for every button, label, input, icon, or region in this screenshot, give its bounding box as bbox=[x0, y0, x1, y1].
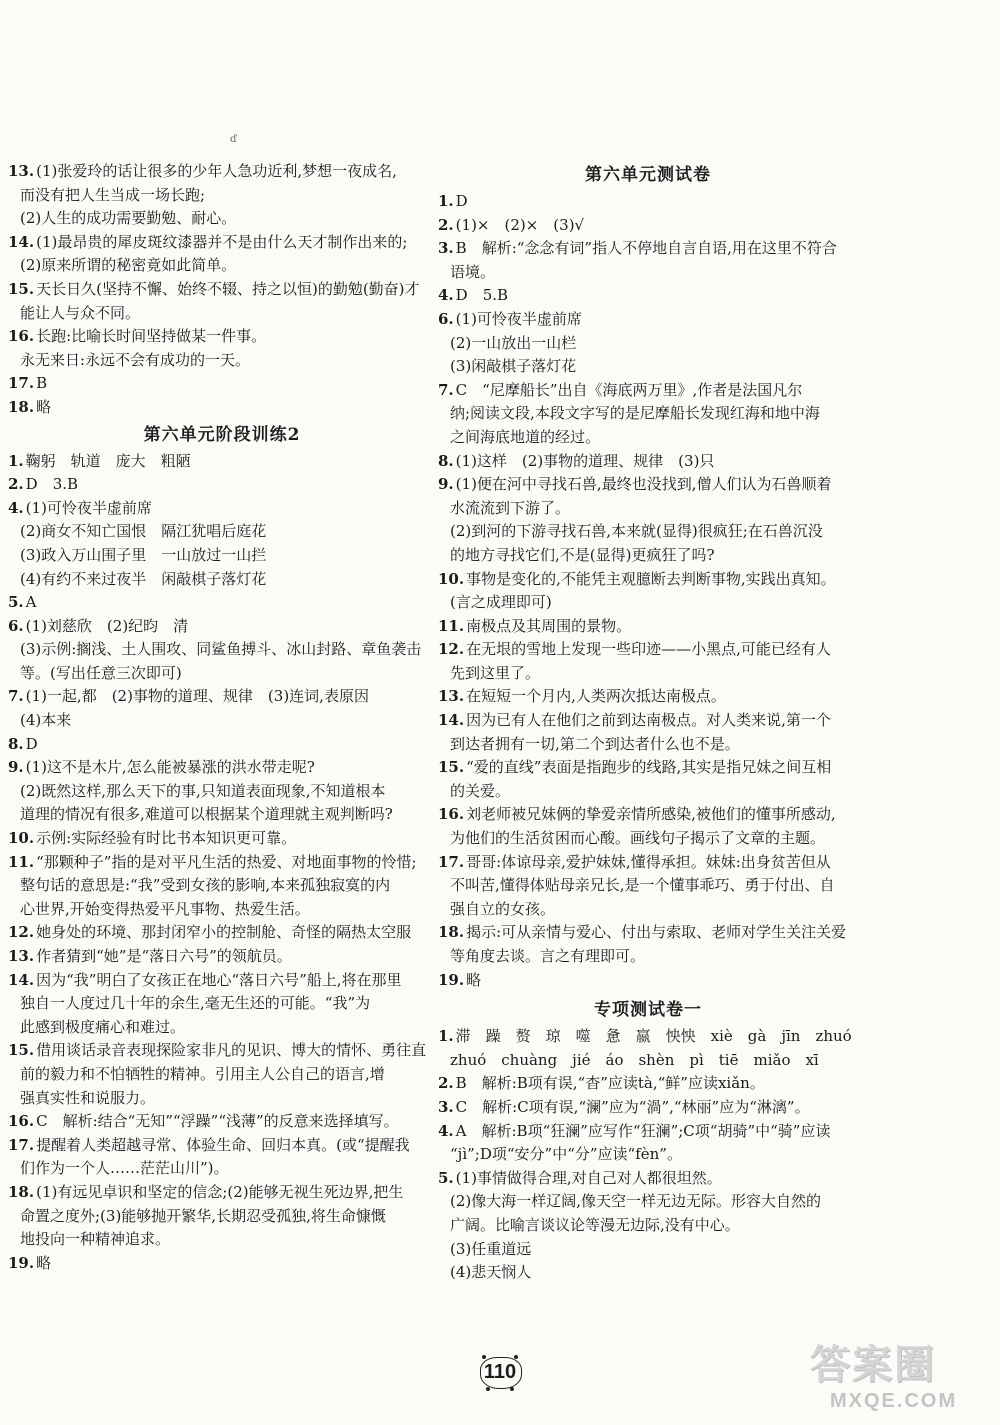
answer-item bbox=[8, 325, 436, 349]
answer-continuation bbox=[8, 207, 436, 231]
answer-continuation bbox=[438, 1143, 858, 1167]
item-number: 18. bbox=[8, 397, 35, 416]
item-text: 到达者拥有一切,第二个到达者什么也不是。 bbox=[450, 734, 740, 753]
item-text: 事物是变化的,不能凭主观臆断去判断事物,实践出真知。 bbox=[466, 569, 836, 588]
item-text: 因为已有人在他们之前到达南极点。对人类来说,第一个 bbox=[466, 711, 831, 730]
item-text: A 解析:B项“狂澜”应写作“狂澜”;C项“胡骑”中“骑”应读 bbox=[455, 1121, 831, 1140]
answer-continuation bbox=[8, 1016, 436, 1040]
item-number: 12. bbox=[438, 640, 465, 659]
answer-continuation bbox=[438, 898, 858, 922]
item-text: “jì”;D项“安分”中“分”应读“fèn”。 bbox=[450, 1145, 682, 1164]
item-text: (4)有约不来过夜半 闲敲棋子落灯花 bbox=[20, 569, 267, 588]
answer-item bbox=[438, 1025, 858, 1049]
answer-continuation bbox=[8, 302, 436, 326]
item-text: zhuó chuàng jié áo shèn pì tiē miǎo xī bbox=[450, 1050, 819, 1069]
answer-item bbox=[8, 827, 436, 851]
answer-continuation bbox=[438, 261, 858, 285]
item-text: 永无来日:永远不会有成功的一天。 bbox=[20, 350, 251, 369]
item-number: 11. bbox=[8, 852, 35, 871]
item-text: 们作为一个人……茫茫山川”)。 bbox=[20, 1159, 229, 1178]
answer-continuation bbox=[438, 355, 858, 379]
item-text: 略 bbox=[36, 397, 52, 416]
item-text: C 解析:C项有误,“澜”应为“渦”,“林丽”应为“淋漓”。 bbox=[455, 1097, 810, 1116]
answer-item bbox=[438, 1096, 858, 1120]
item-number: 12. bbox=[8, 923, 35, 942]
item-number: 4. bbox=[8, 498, 24, 517]
item-number: 10. bbox=[438, 569, 465, 588]
item-text: 整句话的意思是:“我”受到女孩的影响,本来孤独寂寞的内 bbox=[20, 876, 391, 895]
item-text: (1)这不是木片,怎么能被暴涨的洪水带走呢? bbox=[25, 758, 315, 777]
answer-continuation bbox=[438, 827, 858, 851]
item-text: 示例:实际经验有时比书本知识更可靠。 bbox=[36, 829, 297, 848]
answer-item bbox=[438, 1072, 858, 1096]
item-number: 3. bbox=[438, 1097, 454, 1116]
page-number: 110 bbox=[483, 1361, 517, 1383]
answer-item bbox=[438, 450, 858, 474]
answer-item bbox=[438, 308, 858, 332]
watermark-text: 答案圈 bbox=[810, 1343, 936, 1387]
item-text: 南极点及其周围的景物。 bbox=[466, 616, 632, 635]
item-number: 14. bbox=[8, 970, 35, 989]
item-number: 15. bbox=[8, 1041, 35, 1060]
answer-continuation bbox=[8, 874, 436, 898]
answer-item bbox=[8, 1181, 436, 1205]
item-number: 4. bbox=[438, 1121, 454, 1140]
item-text: “爱的直线”表面是指跑步的线路,其实是指兄妹之间互相 bbox=[466, 758, 832, 777]
answer-item bbox=[8, 921, 436, 945]
item-number: 8. bbox=[438, 451, 454, 470]
item-text: 略 bbox=[36, 1253, 52, 1272]
item-text: 哥哥:体谅母亲,爱护妹妹,懂得承担。妹妹:出身贫苦但从 bbox=[466, 852, 831, 871]
answer-continuation bbox=[438, 780, 858, 804]
item-text: A bbox=[25, 593, 37, 612]
item-text: (2)原来所谓的秘密竟如此简单。 bbox=[20, 256, 237, 275]
answer-continuation bbox=[438, 1190, 858, 1214]
item-text: 广阔。比喻言谈议论等漫无边际,没有中心。 bbox=[450, 1215, 740, 1234]
item-text: 之间海底地道的经过。 bbox=[450, 427, 601, 446]
speck-mark: ď bbox=[230, 134, 237, 145]
item-number: 15. bbox=[8, 279, 35, 298]
item-text: (1)张爱玲的话让很多的少年人急功近利,梦想一夜成名, bbox=[36, 162, 397, 180]
item-text: (1)一起,都 (2)事物的道理、规律 (3)连词,表原因 bbox=[25, 687, 369, 706]
item-number: 7. bbox=[438, 380, 454, 399]
item-text: “那颗种子”指的是对平凡生活的热爱、对地面事物的怜惜; bbox=[36, 852, 417, 871]
section-heading: 第六单元测试卷 bbox=[585, 165, 711, 185]
item-number: 2. bbox=[8, 475, 24, 494]
item-number: 16. bbox=[8, 1112, 35, 1131]
item-text: (1)× (2)× (3)√ bbox=[455, 215, 585, 234]
item-text: 等。(写出任意三次即可) bbox=[20, 663, 182, 682]
item-text: (2)到河的下游寻找石兽,本来就(显得)很疯狂;在石兽沉没 bbox=[450, 522, 823, 541]
item-text: B bbox=[36, 374, 48, 393]
item-text: 作者猜到“她”是“落日六号”的领航员。 bbox=[36, 947, 292, 965]
item-text: (1)事情做得合理,对自己对人都很坦然。 bbox=[455, 1168, 722, 1187]
item-text: (2)商女不知亡国恨 隔江犹唱后庭花 bbox=[20, 522, 267, 541]
item-text: 地投向一种精神追求。 bbox=[20, 1230, 171, 1249]
answer-continuation bbox=[438, 520, 858, 544]
item-text: 纳;阅读文段,本段文字写的是尼摩船长发现红海和地中海 bbox=[450, 404, 820, 423]
item-number: 2. bbox=[438, 1074, 454, 1093]
item-text: (2)像大海一样辽阔,像天空一样无边无际。形容大自然的 bbox=[450, 1192, 822, 1211]
section-heading: 专项测试卷一 bbox=[594, 1000, 702, 1021]
item-text: 的关爱。 bbox=[450, 781, 511, 800]
item-text: 强真实性和说服力。 bbox=[20, 1088, 156, 1107]
item-number: 6. bbox=[438, 309, 454, 328]
item-number: 18. bbox=[8, 1182, 35, 1201]
answer-item bbox=[438, 473, 858, 497]
answer-item bbox=[8, 733, 436, 757]
answer-item bbox=[8, 591, 436, 615]
answer-continuation bbox=[438, 332, 858, 356]
item-text: 在短短一个月内,人类两次抵达南极点。 bbox=[466, 687, 726, 706]
answer-continuation bbox=[438, 591, 858, 615]
item-number: 10. bbox=[8, 829, 35, 848]
item-number: 9. bbox=[8, 758, 24, 777]
answer-item bbox=[438, 284, 858, 308]
answer-item bbox=[438, 568, 858, 592]
answer-continuation bbox=[8, 638, 436, 662]
item-text: 略 bbox=[466, 970, 482, 989]
answer-item bbox=[8, 756, 436, 780]
item-text: (1)可怜夜半虚前席 bbox=[25, 498, 152, 517]
answer-item bbox=[8, 372, 436, 396]
answer-continuation bbox=[438, 544, 858, 568]
item-text: (4)悲天悯人 bbox=[450, 1263, 532, 1282]
answer-continuation bbox=[8, 568, 436, 592]
item-number: 5. bbox=[8, 593, 24, 612]
item-text: (3)任重道远 bbox=[450, 1239, 532, 1258]
answer-item bbox=[8, 615, 436, 639]
answer-item bbox=[438, 969, 858, 993]
item-text: 前的毅力和不怕牺牲的精神。引用主人公自己的语言,增 bbox=[20, 1064, 385, 1083]
item-text: (3)政入万山围子里 一山放过一山拦 bbox=[20, 545, 267, 564]
answer-continuation bbox=[8, 992, 436, 1016]
answer-item bbox=[8, 1252, 436, 1276]
answer-item bbox=[438, 615, 858, 639]
answer-continuation bbox=[438, 1261, 858, 1285]
item-text: 命置之度外;(3)能够抛开繁华,长期忍受孤独,将生命慷慨 bbox=[20, 1206, 386, 1225]
item-text: (4)本来 bbox=[20, 711, 72, 730]
item-number: 7. bbox=[8, 687, 24, 706]
item-text: (2)既然这样,那么天下的事,只知道表面现象,不知道根本 bbox=[20, 781, 386, 800]
item-text: D bbox=[25, 734, 38, 753]
item-text: B 解析:“念念有词”指人不停地自言自语,用在这里不符合 bbox=[455, 239, 837, 258]
answer-continuation bbox=[8, 662, 436, 686]
answer-continuation bbox=[8, 520, 436, 544]
item-number: 4. bbox=[438, 286, 454, 305]
item-number: 1. bbox=[438, 1027, 454, 1046]
item-text: 的地方寻找它们,不是(显得)更疯狂了吗? bbox=[450, 545, 715, 564]
item-text: 借用谈话录音表现探险家非凡的见识、博大的情怀、勇往直 bbox=[36, 1041, 427, 1060]
answer-item bbox=[8, 396, 436, 420]
item-text: (1)有远见卓识和坚定的信念;(2)能够无视生死边界,把生 bbox=[36, 1182, 404, 1201]
answer-item bbox=[438, 237, 858, 261]
item-text: (2)人生的成功需要勤勉、耐心。 bbox=[20, 209, 237, 228]
answer-continuation bbox=[8, 803, 436, 827]
answer-continuation bbox=[8, 1205, 436, 1229]
item-text: D 3.B bbox=[25, 475, 79, 494]
answer-item bbox=[8, 1110, 436, 1134]
item-number: 2. bbox=[438, 215, 454, 234]
item-number: 13. bbox=[8, 162, 35, 180]
answer-continuation bbox=[438, 426, 858, 450]
item-number: 8. bbox=[8, 734, 24, 753]
answer-continuation bbox=[438, 945, 858, 969]
answer-continuation bbox=[8, 1228, 436, 1252]
item-text: (3)示例:搁浅、土人围攻、同鲨鱼搏斗、冰山封路、章鱼袭击 bbox=[20, 640, 422, 659]
answer-item bbox=[438, 803, 858, 827]
item-text: (1)刘慈欣 (2)纪昀 清 bbox=[25, 616, 189, 635]
watermark-logo bbox=[810, 1333, 990, 1419]
answer-item bbox=[438, 1167, 858, 1191]
answer-item bbox=[8, 1134, 436, 1158]
watermark-url: MXQE.COM bbox=[830, 1390, 958, 1412]
item-text: C “尼摩船长”出自《海底两万里》,作者是法国凡尔 bbox=[455, 380, 803, 399]
item-text: C 解析:结合“无知”“浮躁”“浅薄”的反意来选择填写。 bbox=[36, 1112, 399, 1131]
item-number: 15. bbox=[438, 758, 465, 777]
answer-item bbox=[438, 190, 858, 214]
item-text: 等角度去谈。言之有理即可。 bbox=[450, 947, 646, 965]
answer-continuation bbox=[438, 733, 858, 757]
item-number: 5. bbox=[438, 1168, 454, 1187]
item-number: 17. bbox=[438, 852, 465, 871]
answer-item bbox=[8, 473, 436, 497]
item-text: 她身处的环境、那封闭窄小的控制舱、奇怪的隔热太空服 bbox=[36, 923, 412, 942]
answer-item bbox=[438, 379, 858, 403]
item-text: D bbox=[455, 192, 468, 210]
answer-continuation bbox=[438, 1238, 858, 1262]
item-text: (1)最昂贵的犀皮斑纹漆器并不是由什么天才制作出来的; bbox=[36, 232, 408, 251]
item-text: (3)闲敲棋子落灯花 bbox=[450, 357, 577, 376]
item-number: 14. bbox=[438, 711, 465, 730]
item-text: 水流流到下游了。 bbox=[450, 498, 571, 517]
answer-continuation bbox=[8, 898, 436, 922]
answer-item bbox=[8, 1039, 436, 1063]
answer-item bbox=[8, 969, 436, 993]
item-text: 独自一人度过几十年的余生,毫无生还的可能。“我”为 bbox=[20, 994, 371, 1013]
item-number: 16. bbox=[8, 327, 35, 346]
answer-continuation bbox=[8, 780, 436, 804]
item-text: (1)便在河中寻找石兽,最终也没找到,僧人们认为石兽顺着 bbox=[455, 475, 832, 494]
answer-item bbox=[438, 756, 858, 780]
clock-bell-left bbox=[482, 1355, 486, 1359]
item-text: 滞 躁 赘 琼 噬 惫 嬴 怏怏 xiè gà jīn zhuó bbox=[455, 1027, 852, 1046]
item-text: B 解析:B项有误,“杳”应读tà,“鲜”应读xiǎn。 bbox=[455, 1074, 765, 1093]
item-number: 13. bbox=[438, 687, 465, 706]
item-text: 能让人与众不同。 bbox=[20, 303, 141, 322]
item-text: 先到这里了。 bbox=[450, 663, 541, 682]
item-number: 11. bbox=[438, 616, 465, 635]
answer-item bbox=[8, 685, 436, 709]
answer-continuation bbox=[8, 709, 436, 733]
item-number: 14. bbox=[8, 232, 35, 251]
item-text: 道理的情况有很多,难道可以根据某个道理就主观判断吗? bbox=[20, 805, 393, 824]
answer-item bbox=[8, 278, 436, 302]
item-text: (1)这样 (2)事物的道理、规律 (3)只 bbox=[455, 451, 715, 470]
answer-continuation bbox=[438, 1049, 858, 1073]
item-text: 提醒着人类超越寻常、体验生命、回归本真。(或“提醒我 bbox=[36, 1135, 410, 1154]
item-text: (言之成理即可) bbox=[450, 593, 552, 612]
answer-continuation bbox=[438, 874, 858, 898]
answer-item bbox=[438, 1120, 858, 1144]
answer-item bbox=[438, 709, 858, 733]
item-number: 19. bbox=[438, 970, 465, 989]
item-text: 强自立的女孩。 bbox=[450, 899, 556, 918]
item-text: 心世界,开始变得热爱平凡事物、热爱生活。 bbox=[20, 899, 310, 918]
item-text: (1)可怜夜半虚前席 bbox=[455, 309, 582, 328]
answer-item bbox=[8, 945, 436, 969]
item-number: 17. bbox=[8, 374, 35, 393]
answer-item bbox=[438, 851, 858, 875]
answer-continuation bbox=[8, 349, 436, 373]
clock-foot-right bbox=[510, 1387, 514, 1391]
item-number: 13. bbox=[8, 947, 35, 965]
item-text: 为他们的生活贫困而心酸。画线句子揭示了文章的主题。 bbox=[450, 829, 826, 848]
section-heading: 第六单元阶段训练2 bbox=[143, 424, 301, 445]
clock-foot-left bbox=[486, 1387, 490, 1391]
answer-continuation bbox=[438, 402, 858, 426]
item-number: 19. bbox=[8, 1253, 35, 1272]
item-text: 刘老师被兄妹俩的挚爱亲情所感染,被他们的懂事所感动, bbox=[466, 805, 836, 824]
item-text: 因为“我”明白了女孩正在地心“落日六号”船上,将在那里 bbox=[36, 970, 402, 989]
item-text: 此感到极度痛心和难过。 bbox=[20, 1017, 186, 1036]
item-text: 长跑:比喻长时间坚持做某一件事。 bbox=[36, 327, 267, 346]
item-text: D 5.B bbox=[455, 286, 509, 305]
item-text: 不叫苦,懂得体贴母亲兄长,是一个懂事乖巧、勇于付出、自 bbox=[450, 876, 835, 895]
clock-bell-right bbox=[514, 1355, 518, 1359]
answer-item bbox=[438, 921, 858, 945]
answer-item bbox=[8, 450, 436, 474]
item-text: (2)一山放出一山栏 bbox=[450, 333, 577, 352]
item-text: 语境。 bbox=[450, 262, 496, 281]
answer-item bbox=[438, 685, 858, 709]
answer-continuation bbox=[8, 1157, 436, 1181]
item-number: 18. bbox=[438, 923, 465, 942]
answer-item bbox=[8, 231, 436, 255]
answer-continuation bbox=[8, 544, 436, 568]
answer-continuation bbox=[438, 662, 858, 686]
answer-item bbox=[8, 160, 436, 184]
item-number: 17. bbox=[8, 1135, 35, 1154]
answer-item bbox=[8, 851, 436, 875]
answer-continuation bbox=[438, 497, 858, 521]
right-column bbox=[438, 160, 858, 1285]
answer-continuation bbox=[438, 1214, 858, 1238]
item-number: 1. bbox=[438, 192, 454, 210]
item-number: 6. bbox=[8, 616, 24, 635]
answer-continuation bbox=[8, 1087, 436, 1111]
answer-continuation bbox=[8, 1063, 436, 1087]
item-text: 而没有把人生当成一场长跑; bbox=[20, 185, 206, 204]
item-number: 16. bbox=[438, 805, 465, 824]
answer-continuation bbox=[8, 254, 436, 278]
page-number-badge bbox=[476, 1355, 524, 1393]
left-column bbox=[8, 160, 436, 1275]
answer-item bbox=[438, 638, 858, 662]
item-text: 天长日久(坚持不懈、始终不辍、持之以恒)的勤勉(勤奋)才 bbox=[36, 279, 420, 298]
item-text: 在无垠的雪地上发现一些印迹——小黑点,可能已经有人 bbox=[466, 640, 831, 659]
item-text: 揭示:可从亲情与爱心、付出与索取、老师对学生关注关爱 bbox=[466, 923, 847, 942]
answer-item bbox=[438, 214, 858, 238]
answer-continuation bbox=[8, 184, 436, 208]
item-text: 鞠躬 轨道 庞大 粗陋 bbox=[25, 451, 191, 470]
item-number: 1. bbox=[8, 451, 24, 470]
item-number: 3. bbox=[438, 239, 454, 258]
answer-item bbox=[8, 497, 436, 521]
item-number: 9. bbox=[438, 475, 454, 494]
